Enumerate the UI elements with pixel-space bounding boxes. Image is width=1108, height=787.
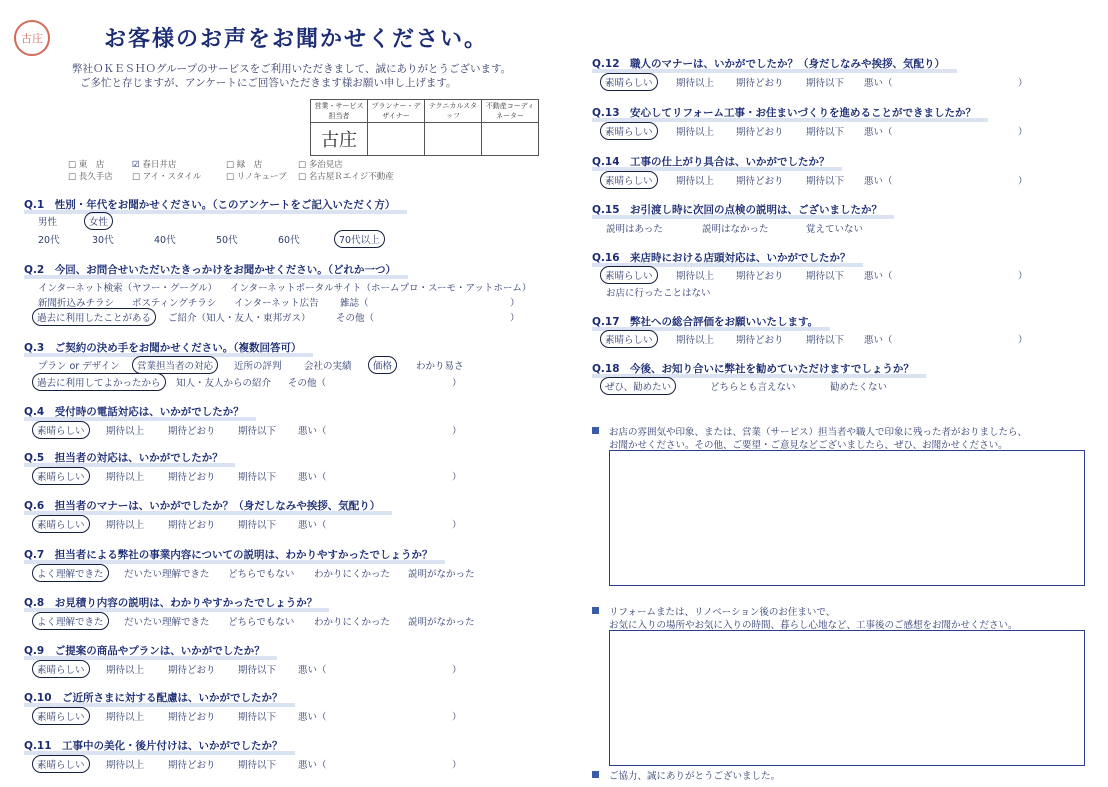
store-label: 長久手店 [78,172,113,182]
q14-bad[interactable]: 悪い（ [864,176,893,187]
q13-below[interactable]: 期待以下 [806,127,845,138]
q16-above[interactable]: 期待以上 [676,271,715,282]
q2-magazine-close: ） [510,298,520,309]
hanko-seal [14,20,50,56]
q2-referral[interactable]: ご紹介（知人・友人・東邦ガス） [168,313,311,324]
q2-past-use-selected[interactable]: 過去に利用したことがある [32,308,156,326]
q11-excellent-selected[interactable]: 素晴らしい [32,755,90,773]
q1-age-20[interactable]: 20代 [38,235,60,246]
q5-below[interactable]: 期待以下 [238,472,277,483]
q2-magazine[interactable]: 雑誌（ [340,298,369,309]
q17-below[interactable]: 期待以下 [806,335,845,346]
q3-friend-referral[interactable]: 知人・友人からの紹介 [176,378,272,389]
q5-bad[interactable]: 悪い（ [298,472,327,483]
q14-title: Q.14 工事の仕上がり具合は、いかがでしたか？ [592,156,830,168]
q3-plan-design[interactable]: プラン or デザイン [38,361,120,372]
store-midori[interactable] [226,158,262,170]
checkbox-icon: □ [226,160,235,170]
q7-title: Q.7 担当者による弊社の事業内容についての説明は、わかりやすかったでしょうか？ [24,549,433,561]
q17-title: Q.17 弊社への総合評価をお願いいたします。 [592,316,819,328]
q15-title: Q.15 お引渡し時に次回の点検の説明は、ございましたか？ [592,204,883,216]
bullet-square-icon [592,771,599,778]
q12-expected[interactable]: 期待どおり [736,78,784,89]
q3-clarity[interactable]: わかり易さ [416,361,464,372]
q2-internet-search[interactable]: インターネット検索（ヤフー・グーグル） [38,283,218,294]
store-label: リノキューブ [236,172,287,182]
staff-planner-name[interactable] [368,123,425,156]
checkbox-icon: □ [298,160,307,170]
q4-excellent-selected[interactable]: 素晴らしい [32,421,90,439]
q7-no-explanation[interactable]: 説明がなかった [408,569,475,580]
q4-title: Q.4 受付時の電話対応は、いかがでしたか？ [24,406,244,418]
q13-expected[interactable]: 期待どおり [736,127,784,138]
q14-expected[interactable]: 期待どおり [736,176,784,187]
q5-above[interactable]: 期待以上 [106,472,145,483]
store-label: 名古屋Ｒエイジ不動産 [308,172,394,182]
q2-other-close: ） [510,313,520,324]
q9-above[interactable]: 期待以上 [106,665,145,676]
intro-line-1: 弊社ＯＫＥＳＨＯグループのサービスをご利用いただきまして、誠にありがとうございます。 [72,63,512,75]
q14-excellent-selected[interactable]: 素晴らしい [600,171,658,189]
q9-title: Q.9 ご提案の商品やプランは、いかがでしたか？ [24,645,265,657]
q4-expected[interactable]: 期待どおり [168,426,216,437]
seal-text: 古庄 [21,31,43,45]
q8-unclear[interactable]: わかりにくかった [314,617,391,628]
q6-expected[interactable]: 期待どおり [168,520,216,531]
footer-thanks: ご協力、誠にありがとうございました。 [609,771,781,782]
q11-expected[interactable]: 期待どおり [168,760,216,771]
q3-past-use-selected[interactable]: 過去に利用してよかったから [32,373,166,391]
q12-bad[interactable]: 悪い（ [864,78,893,89]
q2-title: Q.2 今回、お問合せいただいたきっかけをお聞かせください。（どれか一つ） [24,264,396,276]
q2-newspaper-flyer[interactable]: 新聞折込みチラシ [38,298,115,309]
q2-other[interactable]: その他（ [336,313,375,324]
q3-reputation[interactable]: 近所の評判 [234,361,282,372]
q7-mostly[interactable]: だいたい理解できた [124,569,210,580]
checkbox-icon: □ [68,160,77,170]
bullet-square-icon [592,427,599,434]
checked-box-icon: ☑ [132,160,140,170]
q9-expected[interactable]: 期待どおり [168,665,216,676]
q12-above[interactable]: 期待以上 [676,78,715,89]
q8-neutral[interactable]: どちらでもない [228,617,295,628]
q6-excellent-selected[interactable]: 素晴らしい [32,515,90,533]
q6-above[interactable]: 期待以上 [106,520,145,531]
comment1-textarea[interactable] [609,450,1085,586]
q8-title: Q.8 お見積り内容の説明は、わかりやすかったでしょうか？ [24,597,318,609]
q10-expected[interactable]: 期待どおり [168,712,216,723]
q7-neutral[interactable]: どちらでもない [228,569,295,580]
store-nagakute[interactable] [68,170,113,182]
q16-title: Q.16 来店時における店頭対応は、いかがでしたか？ [592,252,851,264]
q5-bad-close: ） [452,472,462,483]
q18-recommend-selected[interactable]: ぜひ、勧めたい [600,377,676,395]
q10-below[interactable]: 期待以下 [238,712,277,723]
store-label: 東 店 [78,160,105,170]
store-label: 春日井店 [142,160,177,170]
q11-bad[interactable]: 悪い（ [298,760,327,771]
q13-bad-close: ） [1018,127,1028,138]
store-nagoya-r-age[interactable] [298,170,394,182]
q15-explained[interactable]: 説明はあった [606,224,663,235]
store-higashi[interactable] [68,158,104,170]
q3-title: Q.3 ご契約の決め手をお聞かせください。（複数回答可） [24,342,302,354]
q1-title: Q.1 性別・年代をお聞かせください。（このアンケートをご記入いただく方） [24,199,396,211]
q4-below[interactable]: 期待以下 [238,426,277,437]
q7-understood-selected[interactable]: よく理解できた [32,564,109,582]
q13-title: Q.13 安心してリフォーム工事・お住まいづくりを進めることができましたか？ [592,107,977,119]
q8-understood-selected[interactable]: よく理解できた [32,612,109,630]
staff-table [310,99,539,156]
staff-header-realestate: 不動産コーディネーター [482,100,539,123]
checkbox-icon: □ [226,172,235,182]
q8-mostly[interactable]: だいたい理解できた [124,617,210,628]
staff-header-technical: テクニカルスタッフ [425,100,482,123]
checkbox-icon: □ [132,172,141,182]
comment2-line2: お気に入りの場所やお気に入りの時間、暮らし心地など、工事後のご感想をお聞かせください。 [609,620,1018,631]
q12-bad-close: ） [1018,78,1028,89]
q14-below[interactable]: 期待以下 [806,176,845,187]
q1-male[interactable]: 男性 [38,217,58,228]
q11-below[interactable]: 期待以下 [238,760,277,771]
q11-title: Q.11 工事中の美化・後片付けは、いかがでしたか？ [24,740,283,752]
staff-realestate-name[interactable] [482,123,539,156]
checkbox-icon: □ [68,172,77,182]
bullet-square-icon [592,607,599,614]
q2-portal-site[interactable]: インターネットポータルサイト（ホームプロ・スーモ・アットホーム） [230,283,532,294]
q17-above[interactable]: 期待以上 [676,335,715,346]
q1-age-50[interactable]: 50代 [216,235,238,246]
store-tajimi[interactable] [298,158,343,170]
q5-title: Q.5 担当者の対応は、いかがでしたか？ [24,452,223,464]
q16-bad[interactable]: 悪い（ [864,271,893,282]
staff-sales-name[interactable]: 古庄 [311,123,368,156]
q5-expected[interactable]: 期待どおり [168,472,216,483]
q17-bad[interactable]: 悪い（ [864,335,893,346]
q3-other-close: ） [452,378,462,389]
page-title: お客様のお声をお聞かせください。 [104,27,489,52]
intro-line-2: ご多忙と存じますが、アンケートにご回答いただきます様お願い申し上げます。 [80,77,457,89]
q16-below[interactable]: 期待以下 [806,271,845,282]
q12-title: Q.12 職人のマナーは、いかがでしたか？（身だしなみや挨拶、気配り） [592,58,946,70]
staff-technical-name[interactable] [425,123,482,156]
comment1-line2: お聞かせください。その他、ご要望・ご意見などございましたら、ぜひ、お聞かせください。 [609,440,1008,451]
q14-bad-close: ） [1018,176,1028,187]
q16-never-visited[interactable]: お店に行ったことはない [606,288,711,299]
q15-dont-remember[interactable]: 覚えていない [806,224,864,235]
q3-price-selected[interactable]: 価格 [368,356,397,374]
q13-excellent-selected[interactable]: 素晴らしい [600,122,658,140]
store-renocube[interactable] [226,170,287,182]
store-kasugai[interactable] [132,158,176,170]
q6-below[interactable]: 期待以下 [238,520,277,531]
q17-expected[interactable]: 期待どおり [736,335,784,346]
q2-internet-ad[interactable]: インターネット広告 [234,298,319,309]
store-label: アイ・スタイル [142,172,202,182]
q16-expected[interactable]: 期待どおり [736,271,784,282]
q6-title: Q.6 担当者のマナーは、いかがでしたか？（身だしなみや挨拶、気配り） [24,500,381,512]
q4-bad-close: ） [452,426,462,437]
q17-bad-close: ） [1018,335,1028,346]
q6-bad[interactable]: 悪い（ [298,520,327,531]
staff-header-planner: プランナー・デザイナー [368,100,425,123]
q1-age-60[interactable]: 60代 [278,235,300,246]
comment1-line1: お店の雰囲気や印象、または、営業（サービス）担当者や職人で印象に残った者がおりましたら、 [609,427,1028,438]
q13-above[interactable]: 期待以上 [676,127,715,138]
q13-bad[interactable]: 悪い（ [864,127,893,138]
comment2-line1: リフォームまたは、リノベーション後のお住まいで、 [609,607,836,618]
q1-age-70-selected[interactable]: 70代以上 [334,230,385,248]
q10-excellent-selected[interactable]: 素晴らしい [32,707,90,725]
q12-excellent-selected[interactable]: 素晴らしい [600,73,658,91]
q5-excellent-selected[interactable]: 素晴らしい [32,467,90,485]
store-i-style[interactable] [132,170,201,182]
q8-no-explanation[interactable]: 説明がなかった [408,617,475,628]
q9-bad-close: ） [452,665,462,676]
q4-above[interactable]: 期待以上 [106,426,145,437]
q2-posting-flyer[interactable]: ポスティングチラシ [132,298,217,309]
q10-title: Q.10 ご近所さまに対する配慮は、いかがでしたか？ [24,692,283,704]
q12-below[interactable]: 期待以下 [806,78,845,89]
q3-track-record[interactable]: 会社の実績 [304,361,352,372]
q14-above[interactable]: 期待以上 [676,176,715,187]
q17-excellent-selected[interactable]: 素晴らしい [600,330,658,348]
q1-age-30[interactable]: 30代 [92,235,114,246]
checkbox-icon: □ [298,172,307,182]
store-label: 多治見店 [308,160,343,170]
q10-bad-close: ） [452,712,462,723]
q18-title: Q.18 今後、お知り合いに弊社を勧めていただけますでしょうか？ [592,363,914,375]
q9-excellent-selected[interactable]: 素晴らしい [32,660,90,678]
q10-bad[interactable]: 悪い（ [298,712,327,723]
q6-bad-close: ） [452,520,462,531]
q16-excellent-selected[interactable]: 素晴らしい [600,266,658,284]
q1-female-selected[interactable]: 女性 [84,212,113,230]
staff-header-sales: 営業・サービス担当者 [311,100,368,123]
q18-undecided[interactable]: どちらとも言えない [710,382,796,393]
q11-above[interactable]: 期待以上 [106,760,145,771]
q9-below[interactable]: 期待以下 [238,665,277,676]
q4-bad[interactable]: 悪い（ [298,426,327,437]
q3-other[interactable]: その他（ [288,378,327,389]
q16-bad-close: ） [1018,271,1028,282]
q3-sales-rep-selected[interactable]: 営業担当者の対応 [132,356,218,374]
store-label: 緑 店 [236,160,263,170]
q15-not-explained[interactable]: 説明はなかった [702,224,769,235]
q11-bad-close: ） [452,760,462,771]
q7-unclear[interactable]: わかりにくかった [314,569,391,580]
q1-age-40[interactable]: 40代 [154,235,176,246]
q18-not-recommend[interactable]: 勧めたくない [830,382,888,393]
q10-above[interactable]: 期待以上 [106,712,145,723]
comment2-textarea[interactable] [609,630,1085,766]
q9-bad[interactable]: 悪い（ [298,665,327,676]
